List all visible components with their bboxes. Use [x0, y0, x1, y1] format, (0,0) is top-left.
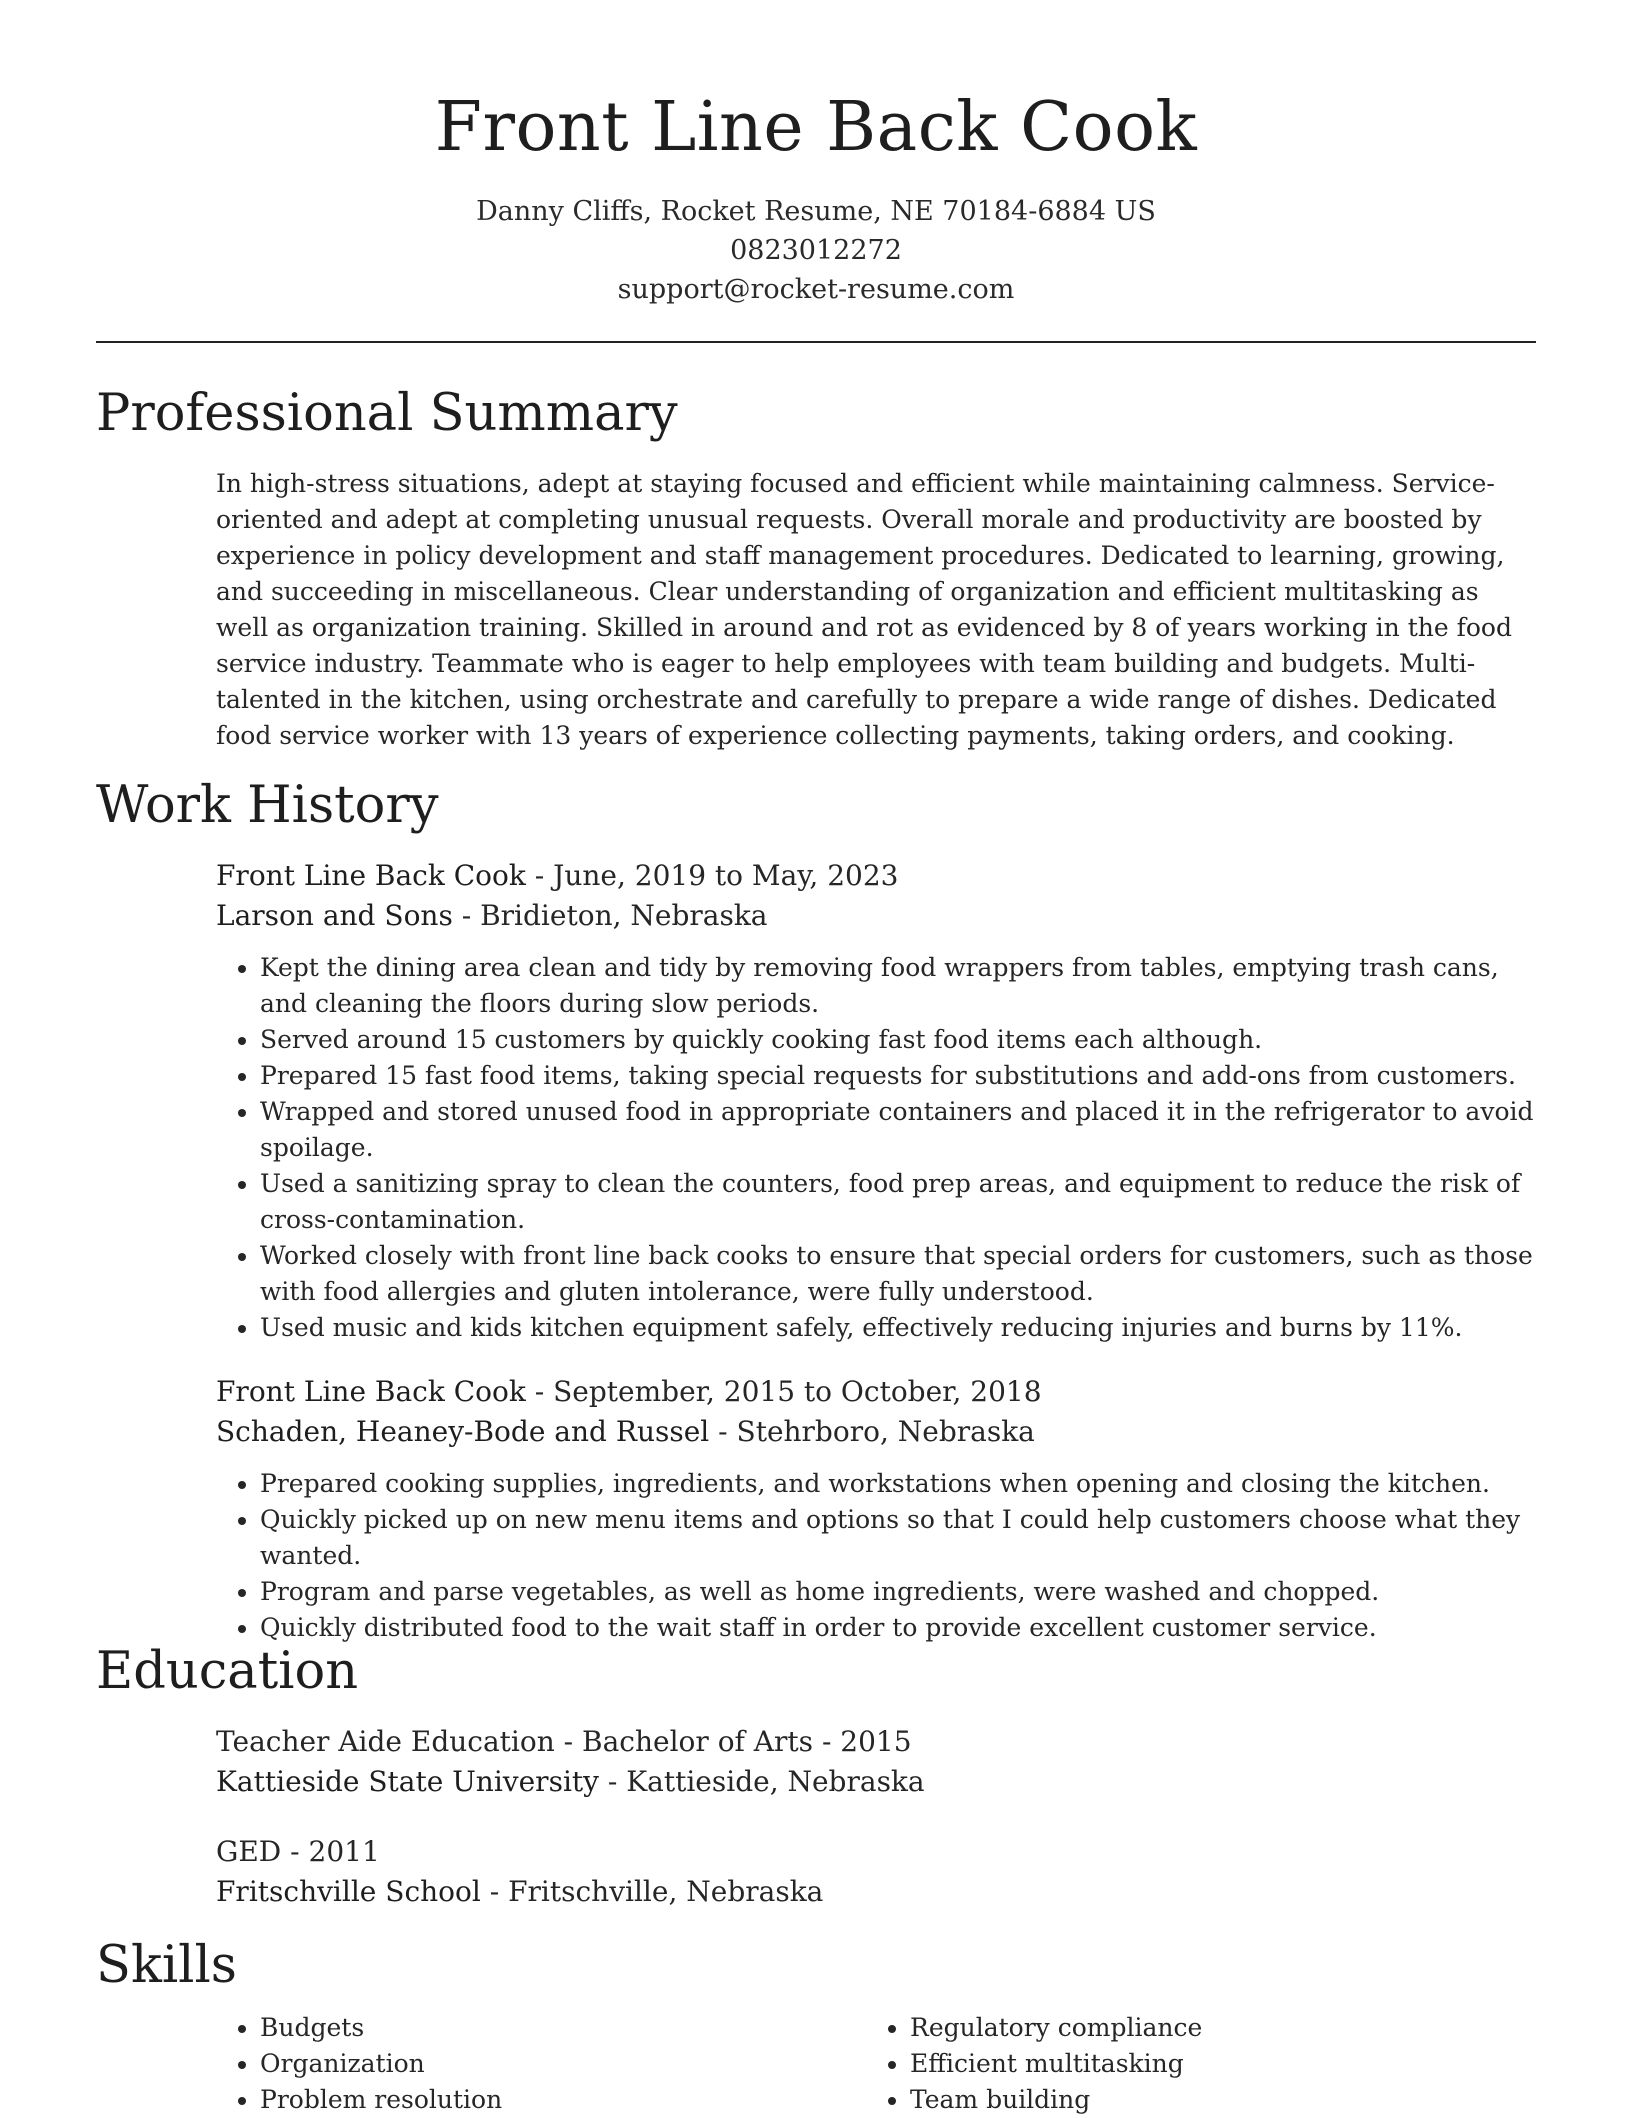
job-bullets — [216, 1466, 1536, 1646]
job-company-line — [216, 1412, 1536, 1452]
skills-list-right — [866, 2010, 1516, 2118]
job-title-line — [216, 856, 1536, 896]
summary-title: Professional Summary — [96, 384, 678, 443]
skill-item: • Problem resolution — [260, 2082, 866, 2118]
job-dates: - June, 2019 to May, 2023 — [525, 859, 899, 892]
education-location: - Fritschville, Nebraska — [480, 1875, 824, 1908]
education-degree: GED - 2011 — [216, 1835, 380, 1868]
contact-phone: 0823012272 — [730, 235, 902, 266]
skill-item: • Team building — [910, 2082, 1516, 2118]
job-bullet: • Program and parse vegetables, as well as home ingredients, were washed and chopped. — [260, 1574, 1536, 1610]
education-school-line — [216, 1872, 1536, 1912]
education-location: - Kattieside, Nebraska — [598, 1765, 925, 1798]
job-title: Front Line Back Cook — [216, 859, 526, 892]
skills-section — [96, 1936, 1536, 2118]
education-school: Kattieside State University — [216, 1765, 599, 1798]
job-bullet: • Worked closely with front line back cooks to ensure that special orders for customers, such as those with food allergies and gluten intolerance, were fully understood. — [260, 1238, 1536, 1310]
job-bullet: • Kept the dining area clean and tidy by removing food wrappers from tables, emptying trash cans, and cleaning the floors during slow periods. — [260, 950, 1536, 1022]
education-school-line — [216, 1762, 1536, 1802]
job-bullet: • Used a sanitizing spray to clean the counters, food prep areas, and equipment to reduce the risk of cross-contamination. — [260, 1166, 1536, 1238]
skill-item: • Efficient multitasking — [910, 2046, 1516, 2082]
job-bullets — [216, 950, 1536, 1346]
skill-item: • Regulatory compliance — [910, 2010, 1516, 2046]
skills-title: Skills — [96, 1936, 237, 1995]
resume-name: Front Line Back Cook — [434, 88, 1198, 167]
job-bullet: • Served around 15 customers by quickly cooking fast food items each although. — [260, 1022, 1536, 1058]
job-bullet: • Used music and kids kitchen equipment safely, effectively reducing injuries and burns by 11%. — [260, 1310, 1536, 1346]
summary-text: In high-stress situations, adept at staying focused and efficient while maintaining calmness. Service-oriented and adept at completing unusual requests. Overall morale and productivity are boosted by experience in policy development and staff management procedures. Dedicated to learning, growing, and succeeding in miscellaneous. Clear understanding of organization and efficient multitasking as well as organization training. Skilled in around and rot as evidenced by 8 of years working in the food service industry. Teammate who is eager to help employees with team building and budgets. Multi-talented in the kitchen, using orchestrate and carefully to prepare a wide range of dishes. Dedicated food service worker with 13 years of experience collecting payments, taking orders, and cooking. — [216, 469, 1512, 750]
job-bullet: • Prepared cooking supplies, ingredients, and workstations when opening and closing the kitchen. — [260, 1466, 1536, 1502]
job-location: - Bridieton, Nebraska — [452, 899, 768, 932]
job-company: Larson and Sons — [216, 899, 453, 932]
contact-block — [0, 192, 1632, 309]
summary-section — [96, 384, 1536, 754]
skills-columns — [216, 2010, 1536, 2118]
education-degree: Teacher Aide Education - Bachelor of Arts - 2015 — [216, 1725, 912, 1758]
job-bullet: • Quickly picked up on new menu items and options so that I could help customers choose what they wanted. — [260, 1502, 1536, 1574]
work-history-title: Work History — [96, 776, 439, 835]
work-history-section — [96, 776, 1536, 1646]
resume-header — [0, 0, 1632, 309]
job-dates: - September, 2015 to October, 2018 — [525, 1375, 1042, 1408]
skill-item: • Budgets — [260, 2010, 866, 2046]
job-bullet: • Prepared 15 fast food items, taking special requests for substitutions and add-ons from customers. — [260, 1058, 1536, 1094]
education-entry — [216, 1832, 1536, 1912]
education-section — [96, 1642, 1536, 1912]
contact-email: support@rocket-resume.com — [617, 274, 1015, 305]
header-divider — [96, 341, 1536, 343]
education-school: Fritschville School — [216, 1875, 481, 1908]
education-entry — [216, 1722, 1536, 1802]
job-company: Schaden, Heaney-Bode and Russel — [216, 1415, 710, 1448]
education-title: Education — [96, 1642, 359, 1701]
job-bullet: • Wrapped and stored unused food in appropriate containers and placed it in the refrigerator to avoid spoilage. — [260, 1094, 1536, 1166]
job-bullet: • Quickly distributed food to the wait staff in order to provide excellent customer service. — [260, 1610, 1536, 1646]
job-entry — [216, 1372, 1536, 1646]
job-title: Front Line Back Cook — [216, 1375, 526, 1408]
job-location: - Stehrboro, Nebraska — [709, 1415, 1035, 1448]
job-entry — [216, 856, 1536, 1346]
job-company-line — [216, 896, 1536, 936]
contact-address: Danny Cliffs, Rocket Resume, NE 70184-6884 US — [476, 196, 1156, 227]
skill-item: • Organization — [260, 2046, 866, 2082]
job-title-line — [216, 1372, 1536, 1412]
skills-list-left — [216, 2010, 866, 2118]
